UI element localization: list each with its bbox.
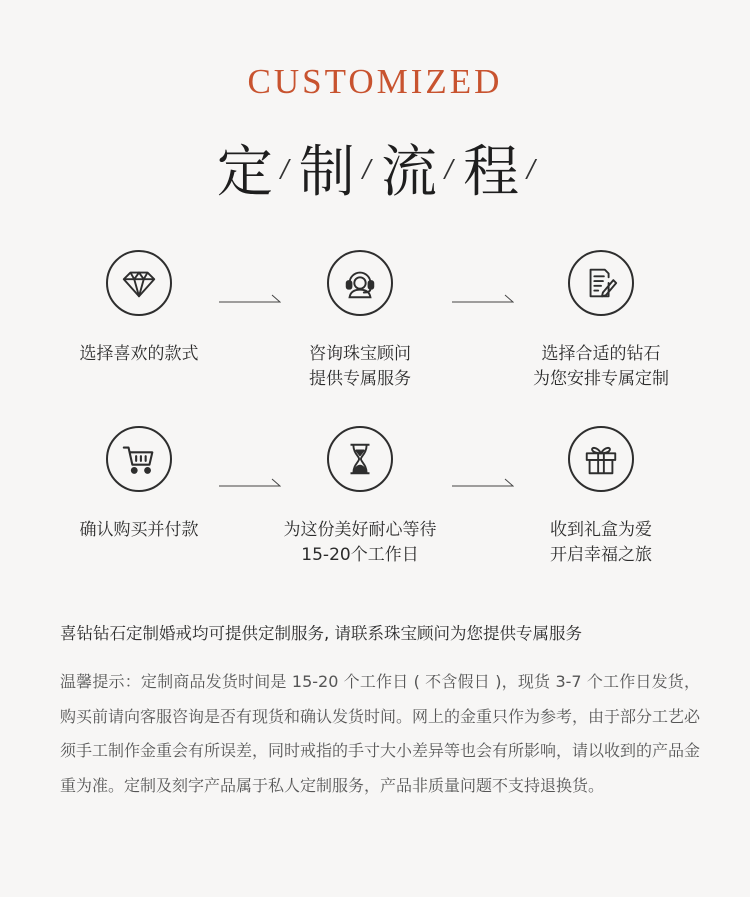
title-char: 流 xyxy=(381,140,437,205)
step-wait-patiently xyxy=(250,426,470,568)
gift-icon xyxy=(582,440,620,478)
diamond-icon xyxy=(120,264,158,302)
step-confirm-payment xyxy=(29,426,249,543)
title-separator: / xyxy=(527,155,536,183)
step-label-line: 为这份美好耐心等待 xyxy=(283,520,437,540)
step-label-line: 选择喜欢的款式 xyxy=(79,344,199,364)
step-label-line: 开启幸福之旅 xyxy=(550,545,652,565)
hourglass-icon xyxy=(341,440,379,478)
step-choose-diamond xyxy=(491,250,711,392)
arrow-icon xyxy=(452,293,514,303)
arrow-icon xyxy=(452,477,514,487)
step-icon-circle xyxy=(568,250,634,316)
step-icon-circle xyxy=(568,426,634,492)
step-icon-circle xyxy=(327,250,393,316)
document-edit-icon xyxy=(582,264,620,302)
step-icon-circle xyxy=(106,426,172,492)
reminder-note: 温馨提示：定制商品发货时间是 15-20 个工作日 ( 不含假日 )，现货 3-7 个工作日发货，购买前请向客服咨询是否有现货和确认发货时间。网上的金重只作为参考，由于部分工艺必须手工制作金重会有所误差，同时戒指的手寸大小差异等也会有所影响，请以收到的产品金重为准。定制及刻字产品属于私人定制服务，产品非质量问题不支持退换货。 xyxy=(60,672,701,795)
step-label-line: 为您安排专属定制 xyxy=(533,369,669,389)
arrow-icon xyxy=(219,293,281,303)
customer-service-icon xyxy=(341,264,379,302)
step-label xyxy=(29,518,249,543)
step-label-line: 选择合适的钻石 xyxy=(541,344,661,364)
step-icon-circle xyxy=(106,250,172,316)
title-separator: / xyxy=(445,155,454,183)
step-label xyxy=(491,518,711,568)
step-label-line: 收到礼盒为爱 xyxy=(550,520,652,540)
title-separator: / xyxy=(280,155,289,183)
step-label xyxy=(29,342,249,367)
step-consult-advisor xyxy=(250,250,470,392)
title-char: 制 xyxy=(298,140,355,205)
shopping-cart-icon xyxy=(120,440,158,478)
step-receive-gift xyxy=(491,426,711,568)
title-chinese xyxy=(0,128,750,208)
step-label xyxy=(250,342,470,392)
step-icon-circle xyxy=(327,426,393,492)
step-label xyxy=(250,518,470,568)
title-char: 程 xyxy=(463,140,520,205)
title-english: CUSTOMIZED xyxy=(247,62,503,101)
service-note: 喜钻钻石定制婚戒均可提供定制服务, 请联系珠宝顾问为您提供专属服务 xyxy=(60,624,582,643)
step-label-line: 咨询珠宝顾问 xyxy=(309,344,411,364)
step-label-line: 确认购买并付款 xyxy=(79,520,199,540)
title-separator: / xyxy=(362,155,371,183)
step-label xyxy=(491,342,711,392)
step-choose-style xyxy=(29,250,249,367)
step-label-line: 15-20个工作日 xyxy=(301,545,419,565)
arrow-icon xyxy=(219,477,281,487)
title-char: 定 xyxy=(216,140,273,205)
step-label-line: 提供专属服务 xyxy=(309,369,411,389)
